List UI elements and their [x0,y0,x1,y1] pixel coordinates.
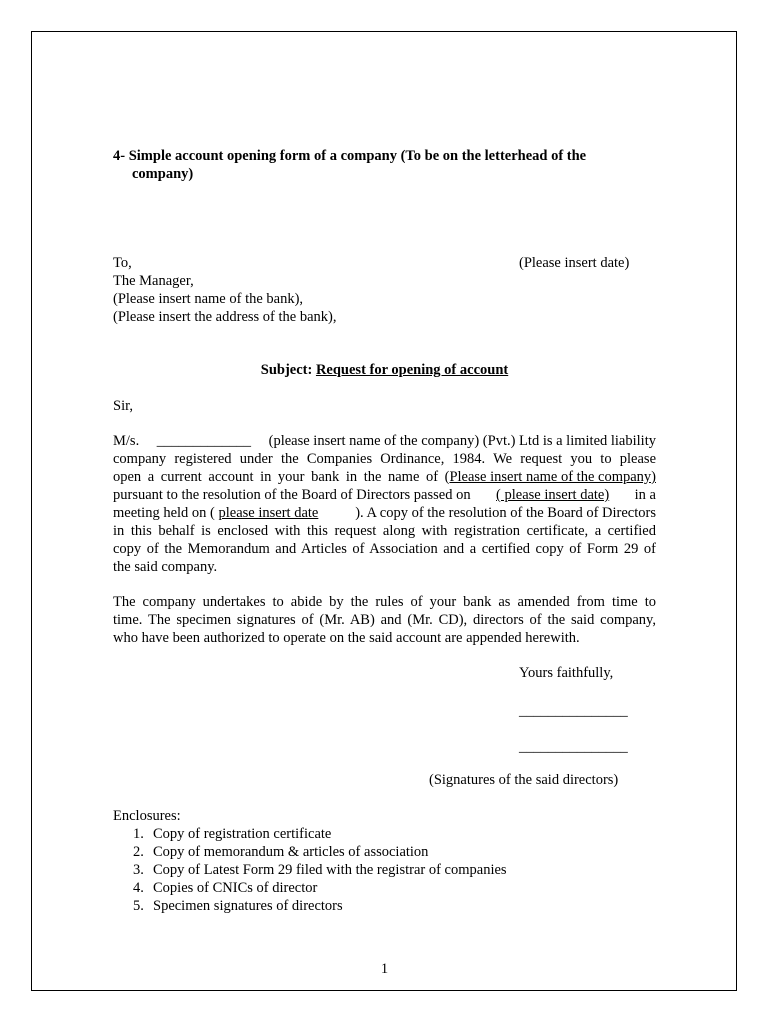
list-number: 2. [133,844,144,860]
paragraph-line [113,611,656,629]
company-name-placeholder: Please insert name of the company) [449,469,656,485]
list-number: 5. [133,898,144,914]
page-number: 1 [380,961,389,977]
list-item [113,861,656,879]
text-fragment [113,504,318,522]
text-fragment: meeting held on ( [113,505,215,521]
list-text: Copies of CNICs of director [153,880,318,896]
paragraph-request [113,432,656,576]
address-manager: The Manager, [113,273,194,289]
salutation: Sir, [113,398,133,414]
subject-label: Subject: [260,362,313,378]
address-to: To, [113,255,132,271]
text-fragment: The company undertakes to abide by the rules of your bank as amended from time to [113,594,656,610]
text-fragment: open a current account in your bank in the name of ( [113,469,450,485]
subject-text: Request for opening of account [315,362,509,378]
text-fragment: company registered under the Companies Ordinance, 1984. We request you to please [113,451,656,467]
list-item [113,825,656,843]
text-fragment: time. The specimen signatures of (Mr. AB) and (Mr. CD), directors of the said company, [113,612,656,628]
closing-phrase: Yours faithfully, [519,665,614,681]
address-bank-name: (Please insert name of the bank), [113,291,304,307]
signature-line-1: _______________ [519,703,628,719]
date-placeholder-inline: please insert date [218,505,319,521]
paragraph-line [113,504,656,522]
list-item [113,843,656,861]
list-number: 4. [133,880,144,896]
paragraph-line [113,540,656,558]
list-item [113,879,656,897]
paragraph-line [113,522,656,540]
text-fragment: in a [634,487,656,503]
list-text: Specimen signatures of directors [153,898,343,914]
recipient-address [113,254,336,326]
paragraph-line [113,629,656,647]
list-number: 3. [133,862,144,878]
text-fragment: (please insert name of the company) (Pvt.) Ltd is a limited liability [268,433,656,449]
signature-line-2: _______________ [519,739,628,755]
list-text: Copy of Latest Form 29 filed with the registrar of companies [153,862,507,878]
text-fragment: pursuant to the resolution of the Board of Directors passed on [113,487,471,503]
subject-line [113,361,656,379]
list-item [113,897,656,915]
text-fragment: the said company. [113,559,218,575]
enclosures-section [113,807,656,915]
text-fragment: M/s. [113,433,140,449]
text-fragment: ). A copy of the resolution of the Board of Directors [355,505,656,521]
paragraph-line [113,450,656,468]
signature-caption: (Signatures of the said directors) [429,772,619,788]
heading-line-2: company) [132,166,194,182]
list-text: Copy of registration certificate [153,826,332,842]
enclosures-title: Enclosures: [113,808,181,824]
form-heading [113,147,656,183]
paragraph-line [113,432,656,450]
list-number: 1. [133,826,144,842]
paragraph-line [113,468,656,486]
blank-field: _____________ [156,433,252,449]
heading-number: 4- [113,148,126,164]
list-text: Copy of memorandum & articles of association [153,844,429,860]
date-placeholder: (Please insert date) [519,255,630,271]
date-placeholder-inline: ( please insert date) [496,487,610,503]
paragraph-line [113,593,656,611]
paragraph-line [113,558,656,576]
text-fragment: who have been authorized to operate on the said account are appended herewith. [113,630,580,646]
paragraph-undertaking [113,593,656,647]
text-fragment: copy of the Memorandum and Articles of Association and a certified copy of Form 29 of [113,541,656,557]
paragraph-line [113,486,656,504]
address-bank-address: (Please insert the address of the bank), [113,309,337,325]
text-fragment: in this behalf is enclosed with this request along with registration certificate, a certified [113,523,656,539]
heading-line-1: Simple account opening form of a company (To be on the letterhead of the [128,148,587,164]
enclosures-list [113,825,656,915]
